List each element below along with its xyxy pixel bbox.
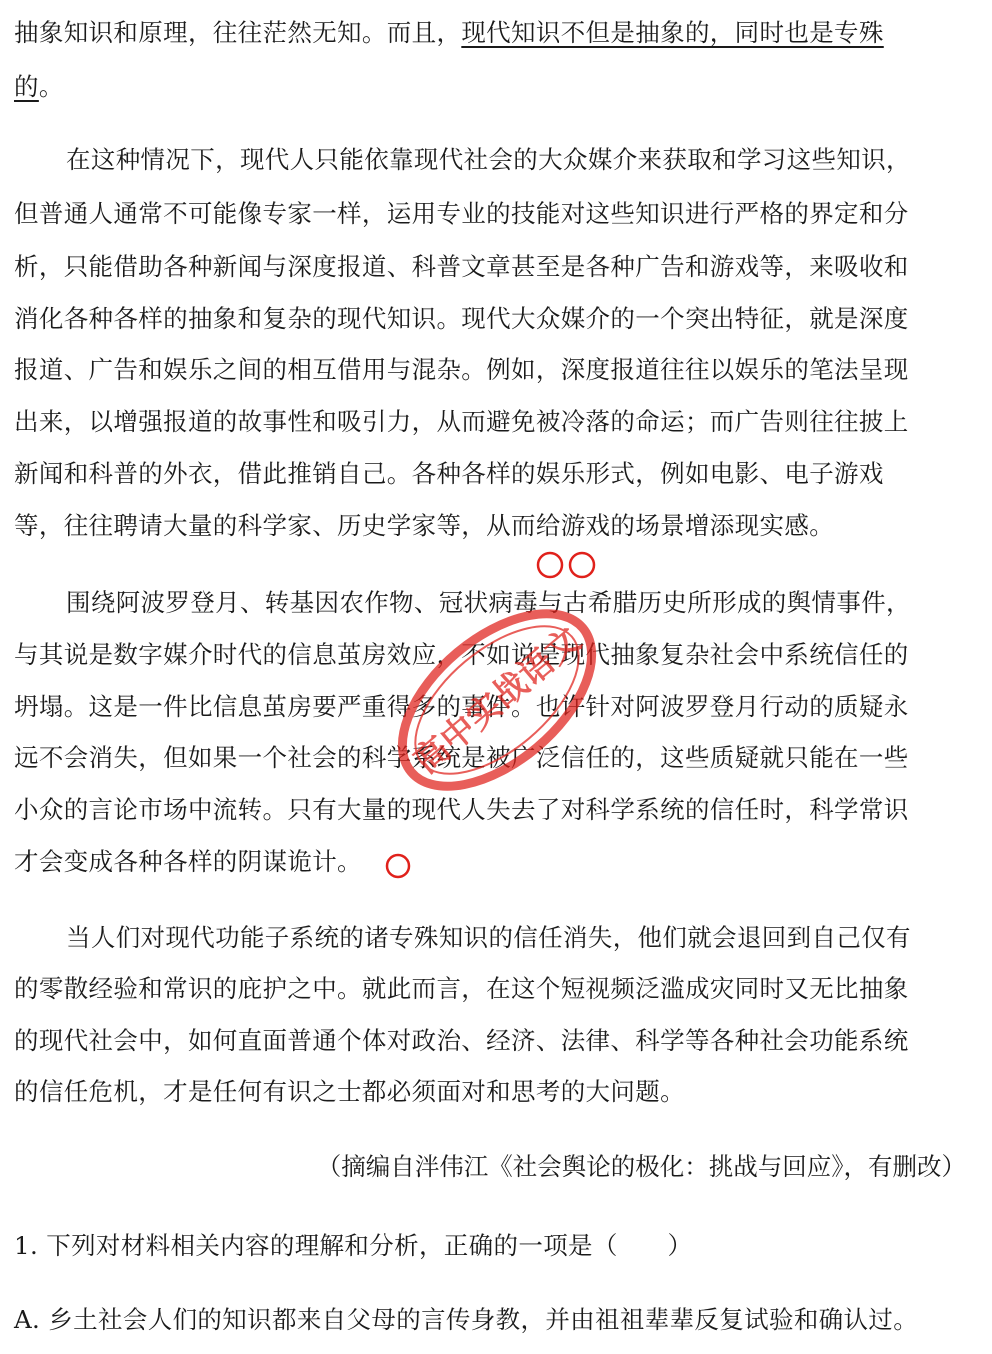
stamp-text: 高中实战语文	[406, 619, 589, 782]
paragraph-line	[14, 18, 884, 48]
question-stem: 1. 下列对材料相关内容的理解和分析，正确的一项是（ ）	[14, 1231, 693, 1260]
paragraph-line: 才会变成各种各样的阴谋诡计。	[14, 847, 362, 876]
paragraph-line: 新闻和科普的外衣，借此推销自己。各种各样的娱乐形式，例如电影、电子游戏	[14, 459, 884, 488]
paragraph-line: 围绕阿波罗登月、转基因农作物、冠状病毒与古希腊历史所形成的舆情事件，	[66, 588, 911, 617]
paragraph-line: 出来，以增强报道的故事性和吸引力，从而避免被冷落的命运；而广告则往往披上	[14, 407, 909, 436]
red-circle-icon	[567, 550, 597, 580]
paragraph-line: 等，往往聘请大量的科学家、历史学家等，从而给游戏的场景增添现实感。	[14, 511, 835, 540]
text-span: 。	[38, 72, 64, 101]
paragraph-line: 的现代社会中，如何直面普通个体对政治、经济、法律、科学等各种社会功能系统	[14, 1026, 909, 1055]
paragraph-line: 在这种情况下，现代人只能依靠现代社会的大众媒介来获取和学习这些知识，	[66, 145, 911, 174]
option-a[interactable]: A. 乡土社会人们的知识都来自父母的言传身教，并由祖祖辈辈反复试验和确认过。	[14, 1305, 919, 1334]
red-circle-icon	[535, 550, 565, 580]
underlined-text: 的	[14, 72, 39, 101]
source-citation: （摘编自泮伟江《社会舆论的极化：挑战与回应》，有删改）	[316, 1152, 966, 1181]
paragraph-line: 报道、广告和娱乐之间的相互借用与混杂。例如，深度报道往往以娱乐的笔法呈现	[14, 355, 909, 384]
paragraph-line: 消化各种各样的抽象和复杂的现代知识。现代大众媒介的一个突出特征，就是深度	[14, 304, 909, 333]
paragraph-line: 与其说是数字媒介时代的信息茧房效应，不如说是现代抽象复杂社会中系统信任的	[14, 640, 909, 669]
paragraph-line: 的零散经验和常识的庇护之中。就此而言，在这个短视频泛滥成灾同时又无比抽象	[14, 974, 909, 1003]
paragraph-line: 析，只能借助各种新闻与深度报道、科普文章甚至是各种广告和游戏等，来吸收和	[14, 252, 909, 281]
paragraph-line: 坍塌。这是一件比信息茧房要严重得多的事件。也许针对阿波罗登月行动的质疑永	[14, 692, 909, 721]
paragraph-line: 当人们对现代功能子系统的诸专殊知识的信任消失，他们就会退回到自己仅有	[66, 923, 911, 952]
paragraph-line: 远不会消失，但如果一个社会的科学系统是被广泛信任的，这些质疑就只能在一些	[14, 743, 909, 772]
paragraph-line: 的信任危机，才是任何有识之士都必须面对和思考的大问题。	[14, 1077, 685, 1106]
paragraph-line: 但普通人通常不可能像专家一样，运用专业的技能对这些知识进行严格的界定和分	[14, 199, 909, 228]
underlined-text: 现代知识不但是抽象的，同时也是专殊	[461, 18, 884, 47]
text-span: 抽象知识和原理，往往茫然无知。而且，	[14, 18, 462, 47]
red-circle-icon	[384, 852, 412, 880]
paragraph-line	[14, 72, 64, 102]
paragraph-line: 小众的言论市场中流转。只有大量的现代人失去了对科学系统的信任时，科学常识	[14, 795, 909, 824]
